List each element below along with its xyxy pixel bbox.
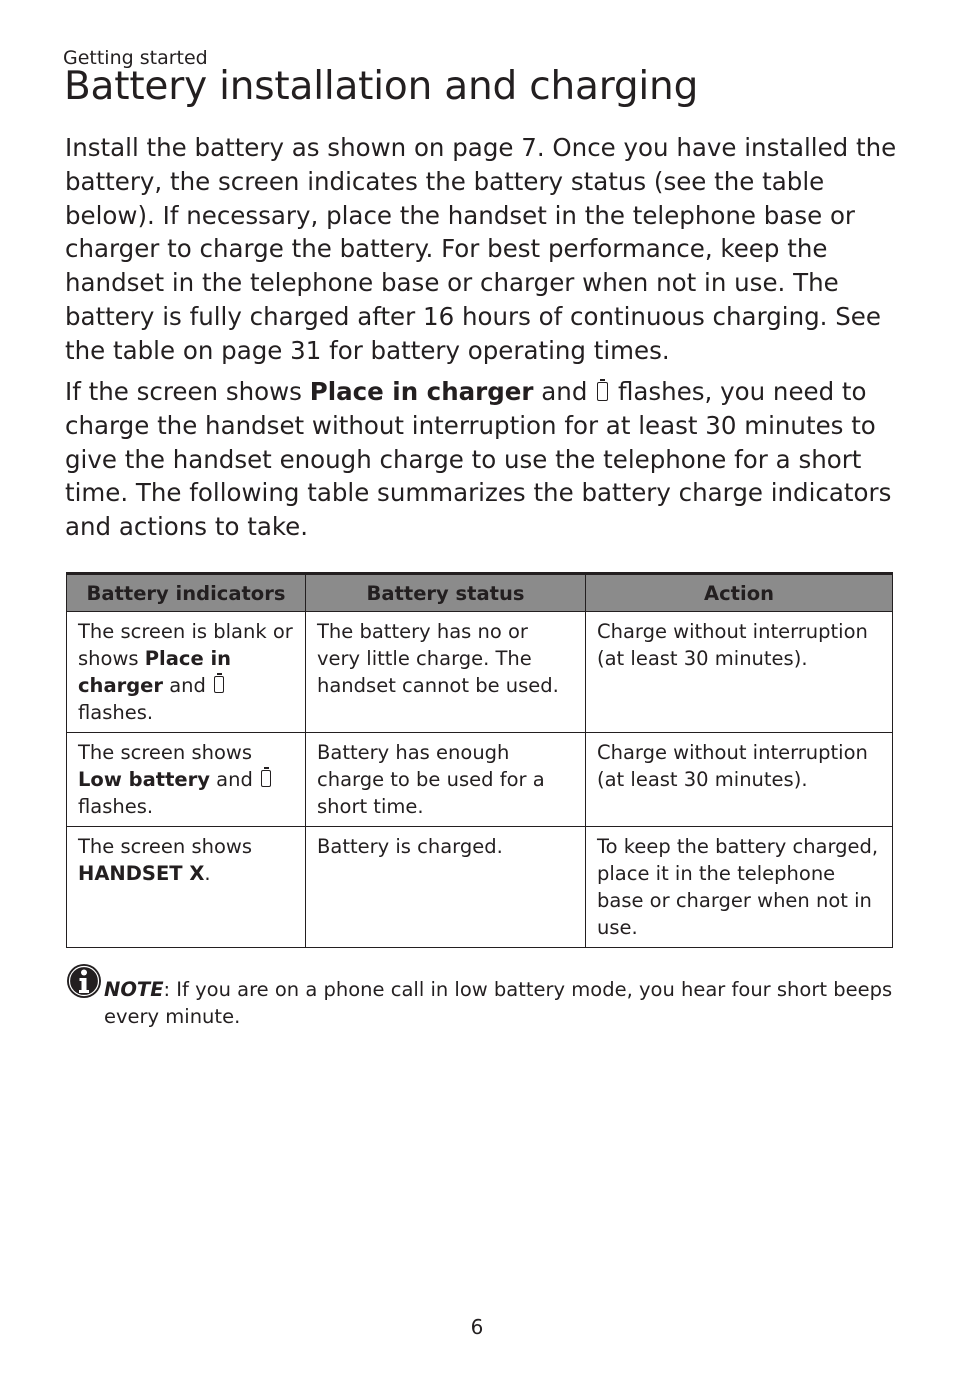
battery-icon xyxy=(214,676,224,693)
page-number: 6 xyxy=(470,1315,484,1339)
indicator-text-c: flashes. xyxy=(78,795,154,818)
indicator-text-a: The screen shows xyxy=(78,741,253,764)
indicator-cell xyxy=(67,733,306,827)
indicator-text-c: . xyxy=(204,862,211,885)
status-cell: The battery has no or very little charge. The handset cannot be used. xyxy=(306,612,586,733)
indicator-cell xyxy=(67,827,306,948)
action-cell: To keep the battery charged, place it in the telephone base or charger when not in use. xyxy=(586,827,893,948)
battery-indicator-table xyxy=(66,572,893,948)
indicator-bold-text: Low battery xyxy=(78,768,210,791)
charging-text-c: flashes, you need to charge the handset without interruption for at least 30 minutes to give the handset enough charge to use the telephone for a short time. The following table summarizes the battery charge indicators and actions to take. xyxy=(65,377,892,542)
charging-paragraph xyxy=(65,375,905,544)
intro-paragraph: Install the battery as shown on page 7. Once you have installed the battery, the screen indicates the battery status (see the table below). If necessary, place the handset in the telephone base or charger to charge the battery. For best performance, keep the handset in the telephone base or charger when not in use. The battery is fully charged after 16 hours of continuous charging. See the table on page 31 for battery operating times. xyxy=(65,133,897,365)
status-cell: Battery has enough charge to be used for a short time. xyxy=(306,733,586,827)
charging-text-b: and xyxy=(533,377,596,406)
table-row xyxy=(67,733,893,827)
table-row xyxy=(67,827,893,948)
indicator-cell xyxy=(67,612,306,733)
table-row xyxy=(67,612,893,733)
battery-icon xyxy=(261,770,271,787)
indicator-text-c: flashes. xyxy=(78,701,154,724)
table-header-row xyxy=(67,574,893,612)
battery-icon xyxy=(597,382,608,401)
note-label: NOTE xyxy=(104,978,164,1001)
info-icon xyxy=(66,963,102,999)
indicator-text-b: and xyxy=(209,768,260,791)
section-label: Getting started xyxy=(63,47,208,69)
indicator-text-a: The screen shows xyxy=(78,835,253,858)
action-cell: Charge without interruption (at least 30 minutes). xyxy=(586,733,893,827)
page-title: Battery installation and charging xyxy=(64,64,699,109)
note-body: : If you are on a phone call in low battery mode, you hear four short beeps every minute. xyxy=(104,978,893,1028)
table-header-indicators: Battery indicators xyxy=(67,574,306,612)
note-text xyxy=(104,976,904,1030)
status-cell: Battery is charged. xyxy=(306,827,586,948)
indicator-bold-text: HANDSET X xyxy=(78,862,205,885)
charging-text-a: If the screen shows xyxy=(65,377,310,406)
action-cell: Charge without interruption (at least 30 minutes). xyxy=(586,612,893,733)
table-header-action: Action xyxy=(586,574,893,612)
place-in-charger-text: Place in charger xyxy=(309,377,534,406)
indicator-bold-text: Place in charger xyxy=(78,647,232,697)
indicator-text-b: and xyxy=(163,674,213,697)
indicator-text-a: The screen is blank or shows xyxy=(78,620,293,670)
table-header-status: Battery status xyxy=(306,574,586,612)
